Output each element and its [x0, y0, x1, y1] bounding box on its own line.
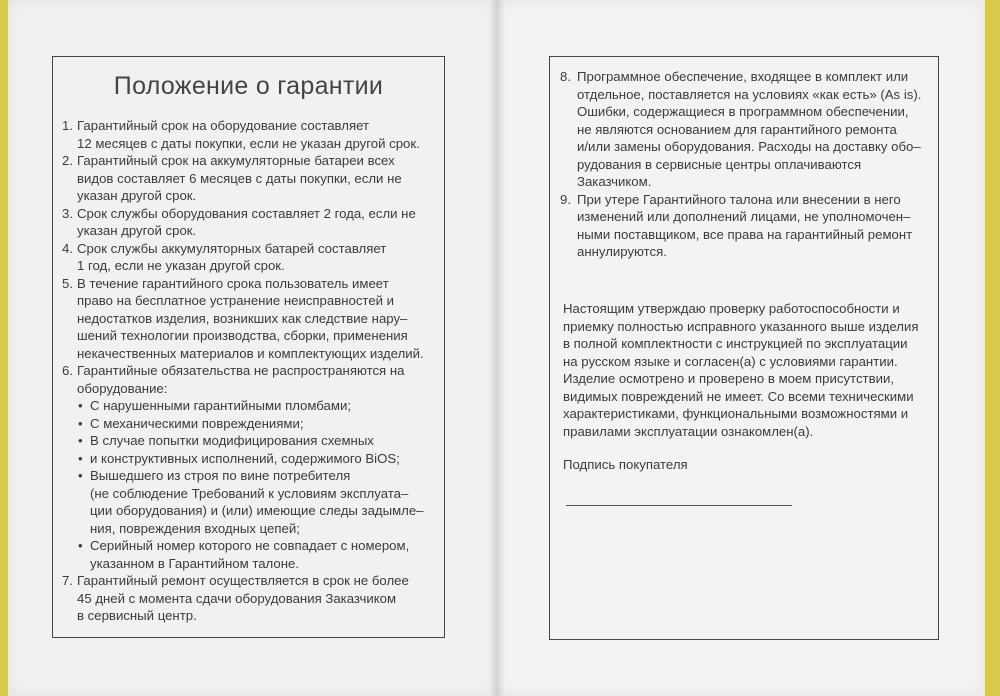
list-item	[62, 117, 440, 152]
bullet-icon: •	[78, 415, 83, 431]
item-text-line: отдельное, поставляется на условиях «как есть» (As is).	[577, 86, 922, 102]
item-text-line: В течение гарантийного срока пользователь имеет	[77, 275, 389, 291]
item-text-line: не являются основанием для гарантийного ремонта	[577, 121, 897, 137]
item-text-line: изменений или дополнений лицами, не уполномочен–	[577, 209, 911, 224]
bullet-icon: •	[78, 468, 83, 483]
item-number: 7.	[62, 573, 73, 588]
item-text-line: Заказчиком.	[577, 174, 652, 189]
bullet-text-line: ния, повреждения входных цепей;	[90, 520, 300, 536]
bullet-icon: •	[78, 433, 83, 448]
bullet-text-line: (не соблюдение Требований к условиям эксплуата–	[90, 485, 409, 501]
item-text-line: ными поставщиком, все права на гарантийный ремонт	[577, 226, 913, 242]
signature-label: Подпись покупателя	[563, 457, 688, 472]
item-number: 1.	[62, 118, 73, 133]
item-text-line: Ошибки, содержащиеся в программном обеспечении,	[577, 104, 909, 119]
item-text-line: в сервисный центр.	[77, 608, 197, 623]
confirmation-line: Изделие осмотрено и проверено в моем присутствии,	[563, 371, 894, 386]
item-text-line: Гарантийный срок на оборудование составляет	[77, 118, 370, 133]
item-number: 2.	[62, 153, 73, 168]
bullet-text-line: С механическими повреждениями;	[90, 415, 304, 431]
bullet-item	[62, 450, 440, 468]
confirmation-line: правилами эксплуатации ознакомлен(а).	[563, 423, 814, 439]
warranty-terms-continued	[560, 68, 935, 261]
item-text-line: рудования в сервисные центры оплачиваются	[577, 156, 862, 172]
bullet-item	[62, 432, 440, 450]
bullet-text-line: и конструктивных исполнений, содержимого BiOS;	[90, 450, 400, 466]
list-item	[62, 572, 440, 625]
item-text-line: право на бесплатное устранение неисправностей и	[77, 293, 395, 308]
list-item	[62, 152, 440, 205]
item-text-line: шений технологии производства, сборки, применения	[77, 328, 408, 343]
bullet-text-line: В случае попытки модифицирования схемных	[90, 433, 374, 448]
item-text-line: 12 месяцев с даты покупки, если не указан другой срок.	[77, 135, 420, 151]
signature-line	[566, 505, 792, 506]
list-item	[62, 205, 440, 240]
list-item	[560, 191, 935, 261]
item-number: 3.	[62, 205, 73, 221]
item-text-line: 45 дней с момента сдачи оборудования Заказчиком	[77, 590, 397, 606]
bullet-text-line: С нарушенными гарантийными пломбами;	[90, 398, 351, 413]
item-text-line: Программное обеспечение, входящее в комплект или	[577, 69, 909, 84]
exclusions-list	[62, 397, 440, 572]
item-text-line: некачественных материалов и комплектующих изделий.	[77, 345, 424, 361]
item-number: 5.	[62, 275, 73, 291]
item-text-line: видов составляет 6 месяцев с даты покупки, если не	[77, 170, 402, 186]
bullet-item	[62, 467, 440, 537]
item-number: 8.	[560, 69, 571, 84]
item-text-line: аннулируются.	[577, 244, 667, 259]
bullet-item	[62, 537, 440, 572]
confirmation-line: приемку полностью исправного указанного выше изделия	[563, 318, 919, 334]
bullet-text-line: Вышедшего из строя по вине потребителя	[90, 468, 351, 483]
bullet-icon: •	[78, 538, 83, 553]
warranty-terms-list	[62, 117, 440, 625]
item-number: 4.	[62, 240, 73, 256]
page-title: Положение о гарантии	[113, 72, 384, 100]
list-item	[62, 240, 440, 275]
item-text-line: Гарантийные обязательства не распространяются на	[77, 363, 405, 378]
list-item	[62, 362, 440, 397]
book-gutter	[489, 0, 505, 696]
confirmation-line: видимых повреждений не имеет. Со всеми техническими	[563, 388, 914, 404]
item-text-line: Гарантийный срок на аккумуляторные батареи всех	[77, 153, 395, 168]
item-number: 6.	[62, 363, 73, 378]
confirmation-statement	[563, 300, 935, 440]
confirmation-line: Настоящим утверждаю проверку работоспособности и	[563, 301, 900, 316]
item-number: 9.	[560, 191, 571, 207]
item-text-line: Срок службы оборудования составляет 2 года, если не	[77, 205, 416, 221]
item-text-line: оборудование:	[77, 380, 168, 396]
item-text-line: Гарантийный ремонт осуществляется в срок не более	[77, 573, 409, 588]
bullet-item	[62, 397, 440, 415]
bullet-icon: •	[78, 450, 83, 466]
bullet-text-line: Серийный номер которого не совпадает с номером,	[90, 538, 410, 553]
bullet-icon: •	[78, 398, 83, 413]
list-item	[62, 275, 440, 363]
bullet-item	[62, 415, 440, 433]
item-text-line: недостатков изделия, возникших как следствие нару–	[77, 310, 408, 326]
bullet-text-line: ции оборудования) и (или) имеющие следы задымле–	[90, 503, 424, 518]
item-text-line: указан другой срок.	[77, 223, 197, 238]
item-text-line: Срок службы аккумуляторных батарей составляет	[77, 240, 387, 256]
bullet-text-line: указанном в Гарантийном талоне.	[90, 555, 300, 571]
item-text-line: указан другой срок.	[77, 188, 197, 203]
list-item	[560, 68, 935, 191]
confirmation-line: на русском языке и согласен(а) с условиями гарантии.	[563, 353, 898, 369]
item-text-line: 1 год, если не указан другой срок.	[77, 258, 285, 273]
confirmation-line: характеристиками, функциональными возможностями и	[563, 406, 909, 421]
item-text-line: При утере Гарантийного талона или внесении в него	[577, 191, 901, 207]
confirmation-line: в полной комплектности с инструкцией по эксплуатации	[563, 336, 908, 351]
item-text-line: и/или замены оборудования. Расходы на доставку обо–	[577, 139, 921, 154]
